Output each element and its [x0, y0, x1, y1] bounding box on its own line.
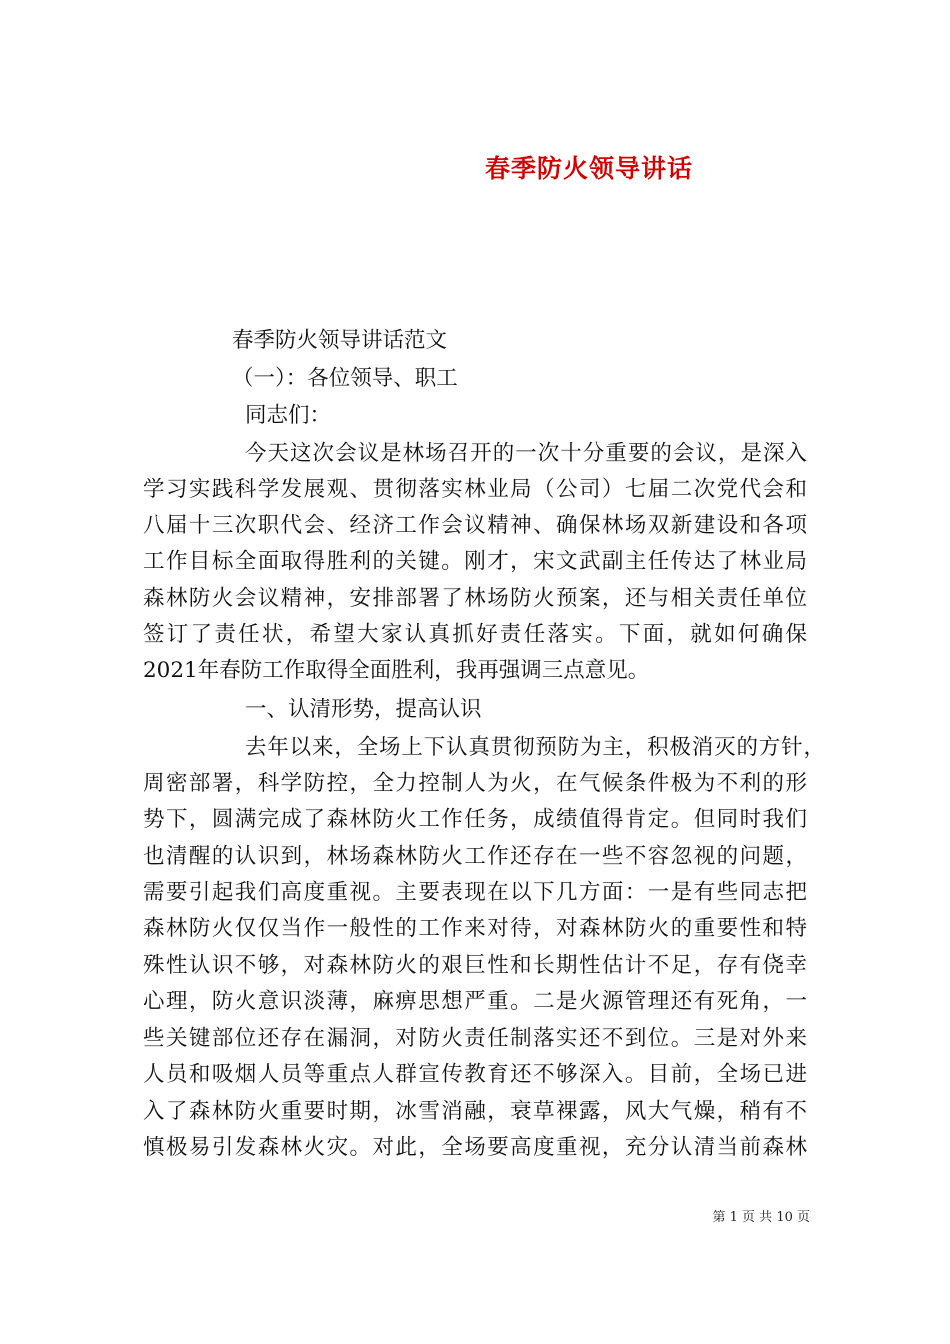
paragraph-line: 周密部署，科学防控，全力控制人为火，在气候条件极为不利的形	[143, 771, 807, 796]
paragraph-line: 人员和吸烟人员等重点人群宣传教育还不够深入。目前，全场已进	[143, 1062, 807, 1087]
section-heading: 一、认清形势，提高认识	[245, 697, 482, 722]
paragraph-line: 需要引起我们高度重视。主要表现在以下几方面：一是有些同志把	[143, 880, 807, 905]
page-footer: 第 1 页 共 10 页	[712, 1210, 810, 1225]
doc-subtitle: 春季防火领导讲话范文	[232, 328, 448, 353]
paragraph-line: 八届十三次职代会、经济工作会议精神、确保林场双新建设和各项	[143, 513, 807, 538]
paragraph-line: 森林防火会议精神，安排部署了林场防火预案，还与相关责任单位	[143, 586, 807, 611]
paragraph-line: 2021年春防工作取得全面胜利，我再强调三点意见。	[143, 658, 650, 683]
paragraph-line: 势下，圆满完成了森林防火工作任务，成绩值得肯定。但同时我们	[143, 807, 807, 832]
doc-greeting-1: （一）：各位领导、职工	[232, 366, 458, 391]
paragraph-line: 入了森林防火重要时期，冰雪消融，衰草裸露，风大气燥，稍有不	[143, 1099, 807, 1124]
paragraph-line: 慎极易引发森林火灾。对此，全场要高度重视，充分认清当前森林	[143, 1135, 807, 1160]
paragraph-line: 今天这次会议是林场召开的一次十分重要的会议，是深入	[245, 441, 807, 466]
paragraph-line: 学习实践科学发展观、贯彻落实林业局（公司）七届二次党代会和	[143, 477, 807, 502]
paragraph-line: 些关键部位还存在漏洞，对防火责任制落实还不到位。三是对外来	[143, 1026, 807, 1051]
paragraph-line: 森林防火仅仅当作一般性的工作来对待，对森林防火的重要性和特	[143, 916, 807, 941]
page-title: 春季防火领导讲话	[484, 153, 693, 183]
paragraph-line: 殊性认识不够，对森林防火的艰巨性和长期性估计不足，存有侥幸	[143, 953, 807, 978]
paragraph-line: 工作目标全面取得胜利的关键。刚才，宋文武副主任传达了林业局	[143, 549, 807, 574]
doc-greeting-2: 同志们：	[245, 403, 332, 428]
paragraph-line: 去年以来，全场上下认真贯彻预防为主，积极消灭的方针，	[245, 735, 825, 760]
paragraph-line: 签订了责任状，希望大家认真抓好责任落实。下面，就如何确保	[143, 622, 807, 647]
paragraph-line: 心理，防火意识淡薄，麻痹思想严重。二是火源管理还有死角，一	[143, 989, 807, 1014]
paragraph-line: 也清醒的认识到，林场森林防火工作还存在一些不容忽视的问题，	[143, 844, 807, 869]
